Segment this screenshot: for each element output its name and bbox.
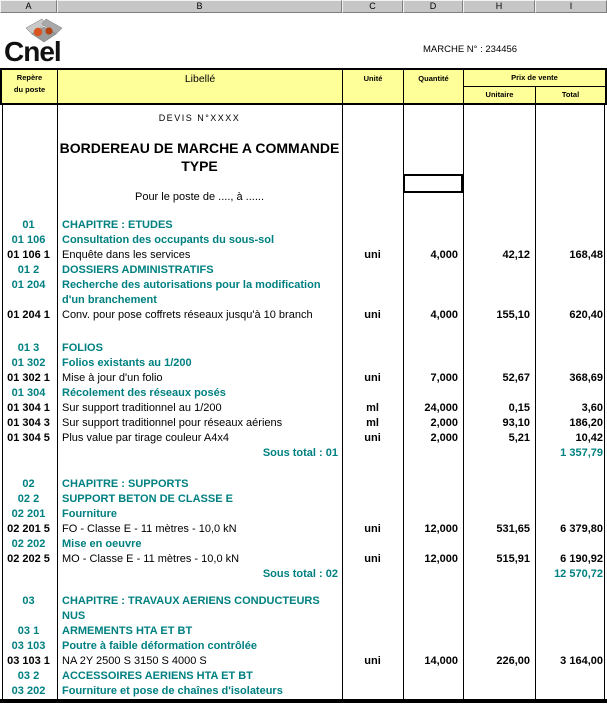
table-row <box>0 507 607 522</box>
table-row <box>0 492 607 507</box>
table-row <box>0 654 607 669</box>
row-total-cell[interactable] <box>535 507 607 522</box>
table-row <box>0 233 607 248</box>
row-code-cell[interactable]: 03 <box>22 595 35 607</box>
row-qty-cell[interactable]: 4,000 <box>430 309 458 321</box>
row-qty-cell[interactable] <box>403 507 463 522</box>
row-unit-cell[interactable] <box>342 278 403 308</box>
row-label-cell[interactable]: NA 2Y 2500 S 3150 S 4000 S <box>62 655 207 667</box>
row-label-cell[interactable]: Fourniture et pose de chaînes d'isolateurs <box>62 685 283 697</box>
row-qty-cell[interactable]: 2,000 <box>430 432 458 444</box>
row-total-cell[interactable] <box>535 624 607 639</box>
row-unit-cell[interactable] <box>342 624 403 639</box>
row-unit-cell[interactable] <box>342 386 403 401</box>
row-total-cell[interactable]: 186,20 <box>569 417 603 429</box>
table-row <box>0 341 607 356</box>
row-label-cell[interactable]: Enquête dans les services <box>62 249 191 261</box>
row-total-cell[interactable]: 6 190,92 <box>560 553 603 565</box>
row-total-cell[interactable]: 6 379,80 <box>560 523 603 535</box>
row-unit_price-cell[interactable]: 5,21 <box>508 432 530 444</box>
marche-number-label: MARCHE N° : 234456 <box>423 44 518 55</box>
row-total-cell[interactable]: 168,48 <box>569 249 603 261</box>
row-qty-cell[interactable] <box>403 263 463 278</box>
row-unit-cell[interactable] <box>342 218 403 233</box>
header-prix-group <box>464 70 605 103</box>
row-unit-cell[interactable] <box>342 263 403 278</box>
row-label-cell[interactable]: MO - Classe E - 11 mètres - 10,0 kN <box>62 553 240 565</box>
row-total-cell[interactable] <box>535 386 607 401</box>
row-unit-cell[interactable]: uni <box>364 309 381 321</box>
row-code-cell[interactable]: 01 <box>22 219 35 231</box>
row-total-cell[interactable] <box>535 492 607 507</box>
document-title-line1: BORDEREAU DE MARCHE A COMMANDE <box>59 140 340 156</box>
row-total-cell[interactable]: 1 357,79 <box>560 447 603 459</box>
row-unit-cell[interactable]: uni <box>364 432 381 444</box>
row-total-cell[interactable] <box>535 218 607 233</box>
row-unit_price-cell[interactable] <box>463 218 535 233</box>
row-qty-cell[interactable]: 12,000 <box>424 523 458 535</box>
column-letter-H[interactable]: H <box>463 0 535 13</box>
row-label-cell[interactable]: Mise à jour d'un folio <box>62 372 163 384</box>
row-code-cell[interactable]: 03 103 1 <box>7 655 50 667</box>
row-unit-cell[interactable] <box>342 537 403 552</box>
row-unit_price-cell[interactable] <box>463 624 535 639</box>
row-total-cell[interactable] <box>535 278 607 308</box>
row-label-cell[interactable]: FO - Classe E - 11 mètres - 10,0 kN <box>62 523 237 535</box>
row-unit-cell[interactable] <box>342 594 403 624</box>
row-label-cell[interactable]: Recherche des autorisations pour la modification d'un branchement <box>62 279 321 306</box>
row-unit-cell[interactable]: ml <box>366 402 379 414</box>
row-unit_price-cell[interactable]: 515,91 <box>496 553 530 565</box>
row-unit-cell[interactable] <box>342 233 403 248</box>
row-total-cell[interactable] <box>535 233 607 248</box>
row-unit-cell[interactable] <box>342 341 403 356</box>
row-qty-cell[interactable] <box>403 669 463 684</box>
cnel-logo-text: Cnel <box>4 36 61 67</box>
row-total-cell[interactable]: 3 164,00 <box>560 655 603 667</box>
row-total-cell[interactable] <box>535 356 607 371</box>
row-unit_price-cell[interactable] <box>463 639 535 654</box>
header-quantite-cell[interactable]: Quantité <box>418 74 449 83</box>
row-unit_price-cell[interactable] <box>463 356 535 371</box>
row-unit_price-cell[interactable]: 0,15 <box>508 402 530 414</box>
table-bottom-border <box>0 699 607 703</box>
row-qty-cell[interactable]: 2,000 <box>430 417 458 429</box>
row-label-cell[interactable]: SUPPORT BETON DE CLASSE E <box>62 493 233 505</box>
row-qty-cell[interactable] <box>403 594 463 624</box>
document-title[interactable] <box>57 139 342 175</box>
row-unit_price-cell[interactable] <box>463 492 535 507</box>
row-unit_price-cell[interactable]: 42,12 <box>502 249 530 261</box>
row-qty-cell[interactable]: 14,000 <box>424 655 458 667</box>
table-row <box>0 669 607 684</box>
row-unit_price-cell[interactable]: 226,00 <box>496 655 530 667</box>
row-code-cell[interactable]: 01 302 <box>11 357 46 369</box>
document-subtitle[interactable]: Pour le poste de ...., à ...... <box>134 191 264 203</box>
header-libelle-cell[interactable]: Libellé <box>184 73 216 85</box>
row-unit_price-cell[interactable] <box>463 341 535 356</box>
row-total-cell[interactable]: 620,40 <box>569 309 603 321</box>
row-unit_price-cell[interactable] <box>463 594 535 624</box>
row-label-cell[interactable]: CHAPITRE : TRAVAUX AERIENS CONDUCTEURS NUS <box>62 595 320 622</box>
row-unit_price-cell[interactable] <box>463 446 535 461</box>
row-total-cell[interactable]: 368,69 <box>569 372 603 384</box>
header-repere-cell[interactable] <box>2 72 57 96</box>
table-row <box>0 684 607 699</box>
row-unit-cell[interactable]: uni <box>364 655 381 667</box>
header-grid-line <box>463 70 464 103</box>
row-code-cell[interactable]: 02 202 <box>11 538 46 550</box>
table-row <box>0 624 607 639</box>
row-total-cell[interactable]: 3,60 <box>581 402 603 414</box>
row-label-cell[interactable]: Consultation des occupants du sous-sol <box>62 234 275 246</box>
active-cell[interactable] <box>403 174 463 193</box>
row-code-cell[interactable]: 01 304 5 <box>7 432 50 444</box>
row-label-cell[interactable]: Conv. pour pose coffrets réseaux jusqu'à 10 branch <box>62 309 313 321</box>
table-row <box>0 477 607 492</box>
header-total-cell[interactable]: Total <box>561 90 580 99</box>
row-code-cell[interactable]: 01 304 <box>11 387 46 399</box>
row-label-cell[interactable]: Mise en oeuvre <box>62 538 142 550</box>
row-code-cell[interactable]: 01 204 1 <box>7 309 50 321</box>
table-row <box>0 567 607 582</box>
row-total-cell[interactable] <box>535 341 607 356</box>
row-code-cell[interactable]: 01 304 1 <box>7 402 50 414</box>
row-total-cell[interactable]: 10,42 <box>575 432 603 444</box>
row-total-cell[interactable] <box>535 639 607 654</box>
table-row <box>0 446 607 461</box>
row-code-cell[interactable]: 03 103 <box>11 640 46 652</box>
row-code-cell[interactable]: 02 202 5 <box>7 553 50 565</box>
header-grid-line <box>403 70 404 103</box>
row-unit_price-cell[interactable] <box>463 386 535 401</box>
row-unit-cell[interactable] <box>342 669 403 684</box>
table-row <box>0 218 607 233</box>
row-unit-cell[interactable] <box>342 446 403 461</box>
header-unite-cell[interactable]: Unité <box>363 74 383 83</box>
row-unit-cell[interactable] <box>342 567 403 582</box>
table-row <box>0 371 607 386</box>
row-total-cell[interactable] <box>535 477 607 492</box>
row-label-cell[interactable]: Sous total : 02 <box>262 568 338 580</box>
header-grid-line <box>57 70 58 103</box>
row-qty-cell[interactable] <box>403 684 463 699</box>
row-unit-cell[interactable]: ml <box>366 417 379 429</box>
row-qty-cell[interactable] <box>403 624 463 639</box>
row-label-cell[interactable]: ARMEMENTS HTA ET BT <box>62 625 193 637</box>
column-letter-A[interactable]: A <box>0 0 57 13</box>
table-row <box>0 248 607 263</box>
table-row <box>0 552 607 567</box>
row-unit-cell[interactable]: uni <box>364 372 381 384</box>
row-total-cell[interactable] <box>535 594 607 624</box>
table-row <box>0 263 607 278</box>
table-row <box>0 386 607 401</box>
table-row <box>0 639 607 654</box>
row-qty-cell[interactable] <box>403 492 463 507</box>
row-label-cell[interactable]: ACCESSOIRES AERIENS HTA ET BT <box>62 670 253 682</box>
row-qty-cell[interactable] <box>403 218 463 233</box>
row-unit-cell[interactable] <box>342 492 403 507</box>
row-unit_price-cell[interactable]: 155,10 <box>496 309 530 321</box>
row-total-cell[interactable]: 12 570,72 <box>554 568 603 580</box>
row-unit_price-cell[interactable]: 93,10 <box>502 417 530 429</box>
row-code-cell[interactable]: 01 304 3 <box>7 417 50 429</box>
table-row <box>0 356 607 371</box>
column-letter-I[interactable]: I <box>535 0 607 13</box>
table-row <box>0 401 607 416</box>
row-code-cell[interactable]: 03 202 <box>11 685 46 697</box>
row-label-cell[interactable]: CHAPITRE : ETUDES <box>62 219 173 231</box>
row-unit-cell[interactable] <box>342 684 403 699</box>
row-qty-cell[interactable]: 4,000 <box>430 249 458 261</box>
row-unit_price-cell[interactable] <box>463 507 535 522</box>
row-code-cell[interactable]: 01 106 1 <box>7 249 50 261</box>
table-row <box>0 278 607 308</box>
row-unit-cell[interactable] <box>342 639 403 654</box>
table-row <box>0 416 607 431</box>
row-label-cell[interactable]: DOSSIERS ADMINISTRATIFS <box>62 264 214 276</box>
row-qty-cell[interactable] <box>403 446 463 461</box>
row-qty-cell[interactable] <box>403 477 463 492</box>
row-total-cell[interactable] <box>535 263 607 278</box>
row-code-cell[interactable]: 03 1 <box>17 625 40 637</box>
row-unit_price-cell[interactable] <box>463 278 535 308</box>
header-prix-de-vente-cell[interactable]: Prix de vente <box>511 73 558 82</box>
row-qty-cell[interactable] <box>403 278 463 308</box>
row-qty-cell[interactable] <box>403 341 463 356</box>
row-unit-cell[interactable] <box>342 477 403 492</box>
column-letter-D[interactable]: D <box>403 0 463 13</box>
row-label-cell[interactable]: Récolement des réseaux posés <box>62 387 226 399</box>
devis-number[interactable]: DEVIS N°XXXX <box>158 113 241 123</box>
row-unit_price-cell[interactable] <box>463 233 535 248</box>
row-unit_price-cell[interactable] <box>463 263 535 278</box>
table-row <box>0 431 607 446</box>
row-unit-cell[interactable] <box>342 356 403 371</box>
row-unit_price-cell[interactable]: 531,65 <box>496 523 530 535</box>
row-unit-cell[interactable]: uni <box>364 523 381 535</box>
row-code-cell[interactable]: 01 302 1 <box>7 372 50 384</box>
header-grid-line <box>342 70 343 103</box>
row-code-cell[interactable]: 03 2 <box>17 670 40 682</box>
row-qty-cell[interactable] <box>403 386 463 401</box>
row-total-cell[interactable] <box>535 669 607 684</box>
row-unit_price-cell[interactable] <box>463 567 535 582</box>
row-code-cell[interactable]: 01 106 <box>11 234 46 246</box>
row-label-cell[interactable]: Folios existants au 1/200 <box>62 357 192 369</box>
row-code-cell[interactable]: 01 3 <box>17 342 40 354</box>
header-unitaire-cell[interactable]: Unitaire <box>485 90 514 99</box>
row-label-cell[interactable]: Plus value par tirage couleur A4x4 <box>62 432 229 444</box>
row-qty-cell[interactable] <box>403 356 463 371</box>
row-unit_price-cell[interactable] <box>463 477 535 492</box>
row-total-cell[interactable] <box>535 537 607 552</box>
row-label-cell[interactable]: Sous total : 01 <box>262 447 338 459</box>
column-header-bar <box>0 0 607 13</box>
row-qty-cell[interactable]: 7,000 <box>430 372 458 384</box>
row-qty-cell[interactable]: 24,000 <box>424 402 458 414</box>
row-code-cell[interactable]: 02 2 <box>17 493 40 505</box>
row-qty-cell[interactable] <box>403 567 463 582</box>
row-unit_price-cell[interactable] <box>463 669 535 684</box>
column-letter-C[interactable]: C <box>342 0 403 13</box>
row-label-cell[interactable]: CHAPITRE : SUPPORTS <box>62 478 189 490</box>
table-row <box>0 537 607 552</box>
row-code-cell[interactable]: 01 2 <box>17 264 40 276</box>
header-repere-line2: du poste <box>13 85 46 94</box>
row-unit-cell[interactable]: uni <box>364 249 381 261</box>
row-code-cell[interactable] <box>0 446 57 461</box>
row-code-cell[interactable]: 02 <box>22 478 35 490</box>
row-unit_price-cell[interactable] <box>463 684 535 699</box>
row-code-cell[interactable] <box>0 567 57 582</box>
row-label-cell[interactable]: Sur support traditionnel pour réseaux aériens <box>62 417 283 429</box>
row-qty-cell[interactable] <box>403 537 463 552</box>
row-qty-cell[interactable] <box>403 233 463 248</box>
row-label-cell[interactable]: Sur support traditionnel au 1/200 <box>62 402 222 414</box>
table-row <box>0 594 607 624</box>
header-repere-line1: Repère <box>16 73 43 82</box>
row-unit_price-cell[interactable]: 52,67 <box>502 372 530 384</box>
row-unit-cell[interactable]: uni <box>364 553 381 565</box>
row-total-cell[interactable] <box>535 684 607 699</box>
row-unit_price-cell[interactable] <box>463 537 535 552</box>
document-title-line2: TYPE <box>181 158 218 174</box>
row-code-cell[interactable]: 02 201 5 <box>7 523 50 535</box>
table-row <box>0 522 607 537</box>
row-qty-cell[interactable]: 12,000 <box>424 553 458 565</box>
table-row <box>0 308 607 323</box>
row-label-cell[interactable]: FOLIOS <box>62 342 103 354</box>
row-label-cell[interactable]: Fourniture <box>62 508 117 520</box>
row-qty-cell[interactable] <box>403 639 463 654</box>
table-header <box>0 68 607 105</box>
row-label-cell[interactable]: Poutre à faible déformation contrôlée <box>62 640 257 652</box>
row-code-cell[interactable]: 02 201 <box>11 508 46 520</box>
row-code-cell[interactable]: 01 204 <box>11 279 46 291</box>
row-unit-cell[interactable] <box>342 507 403 522</box>
column-letter-B[interactable]: B <box>57 0 342 13</box>
